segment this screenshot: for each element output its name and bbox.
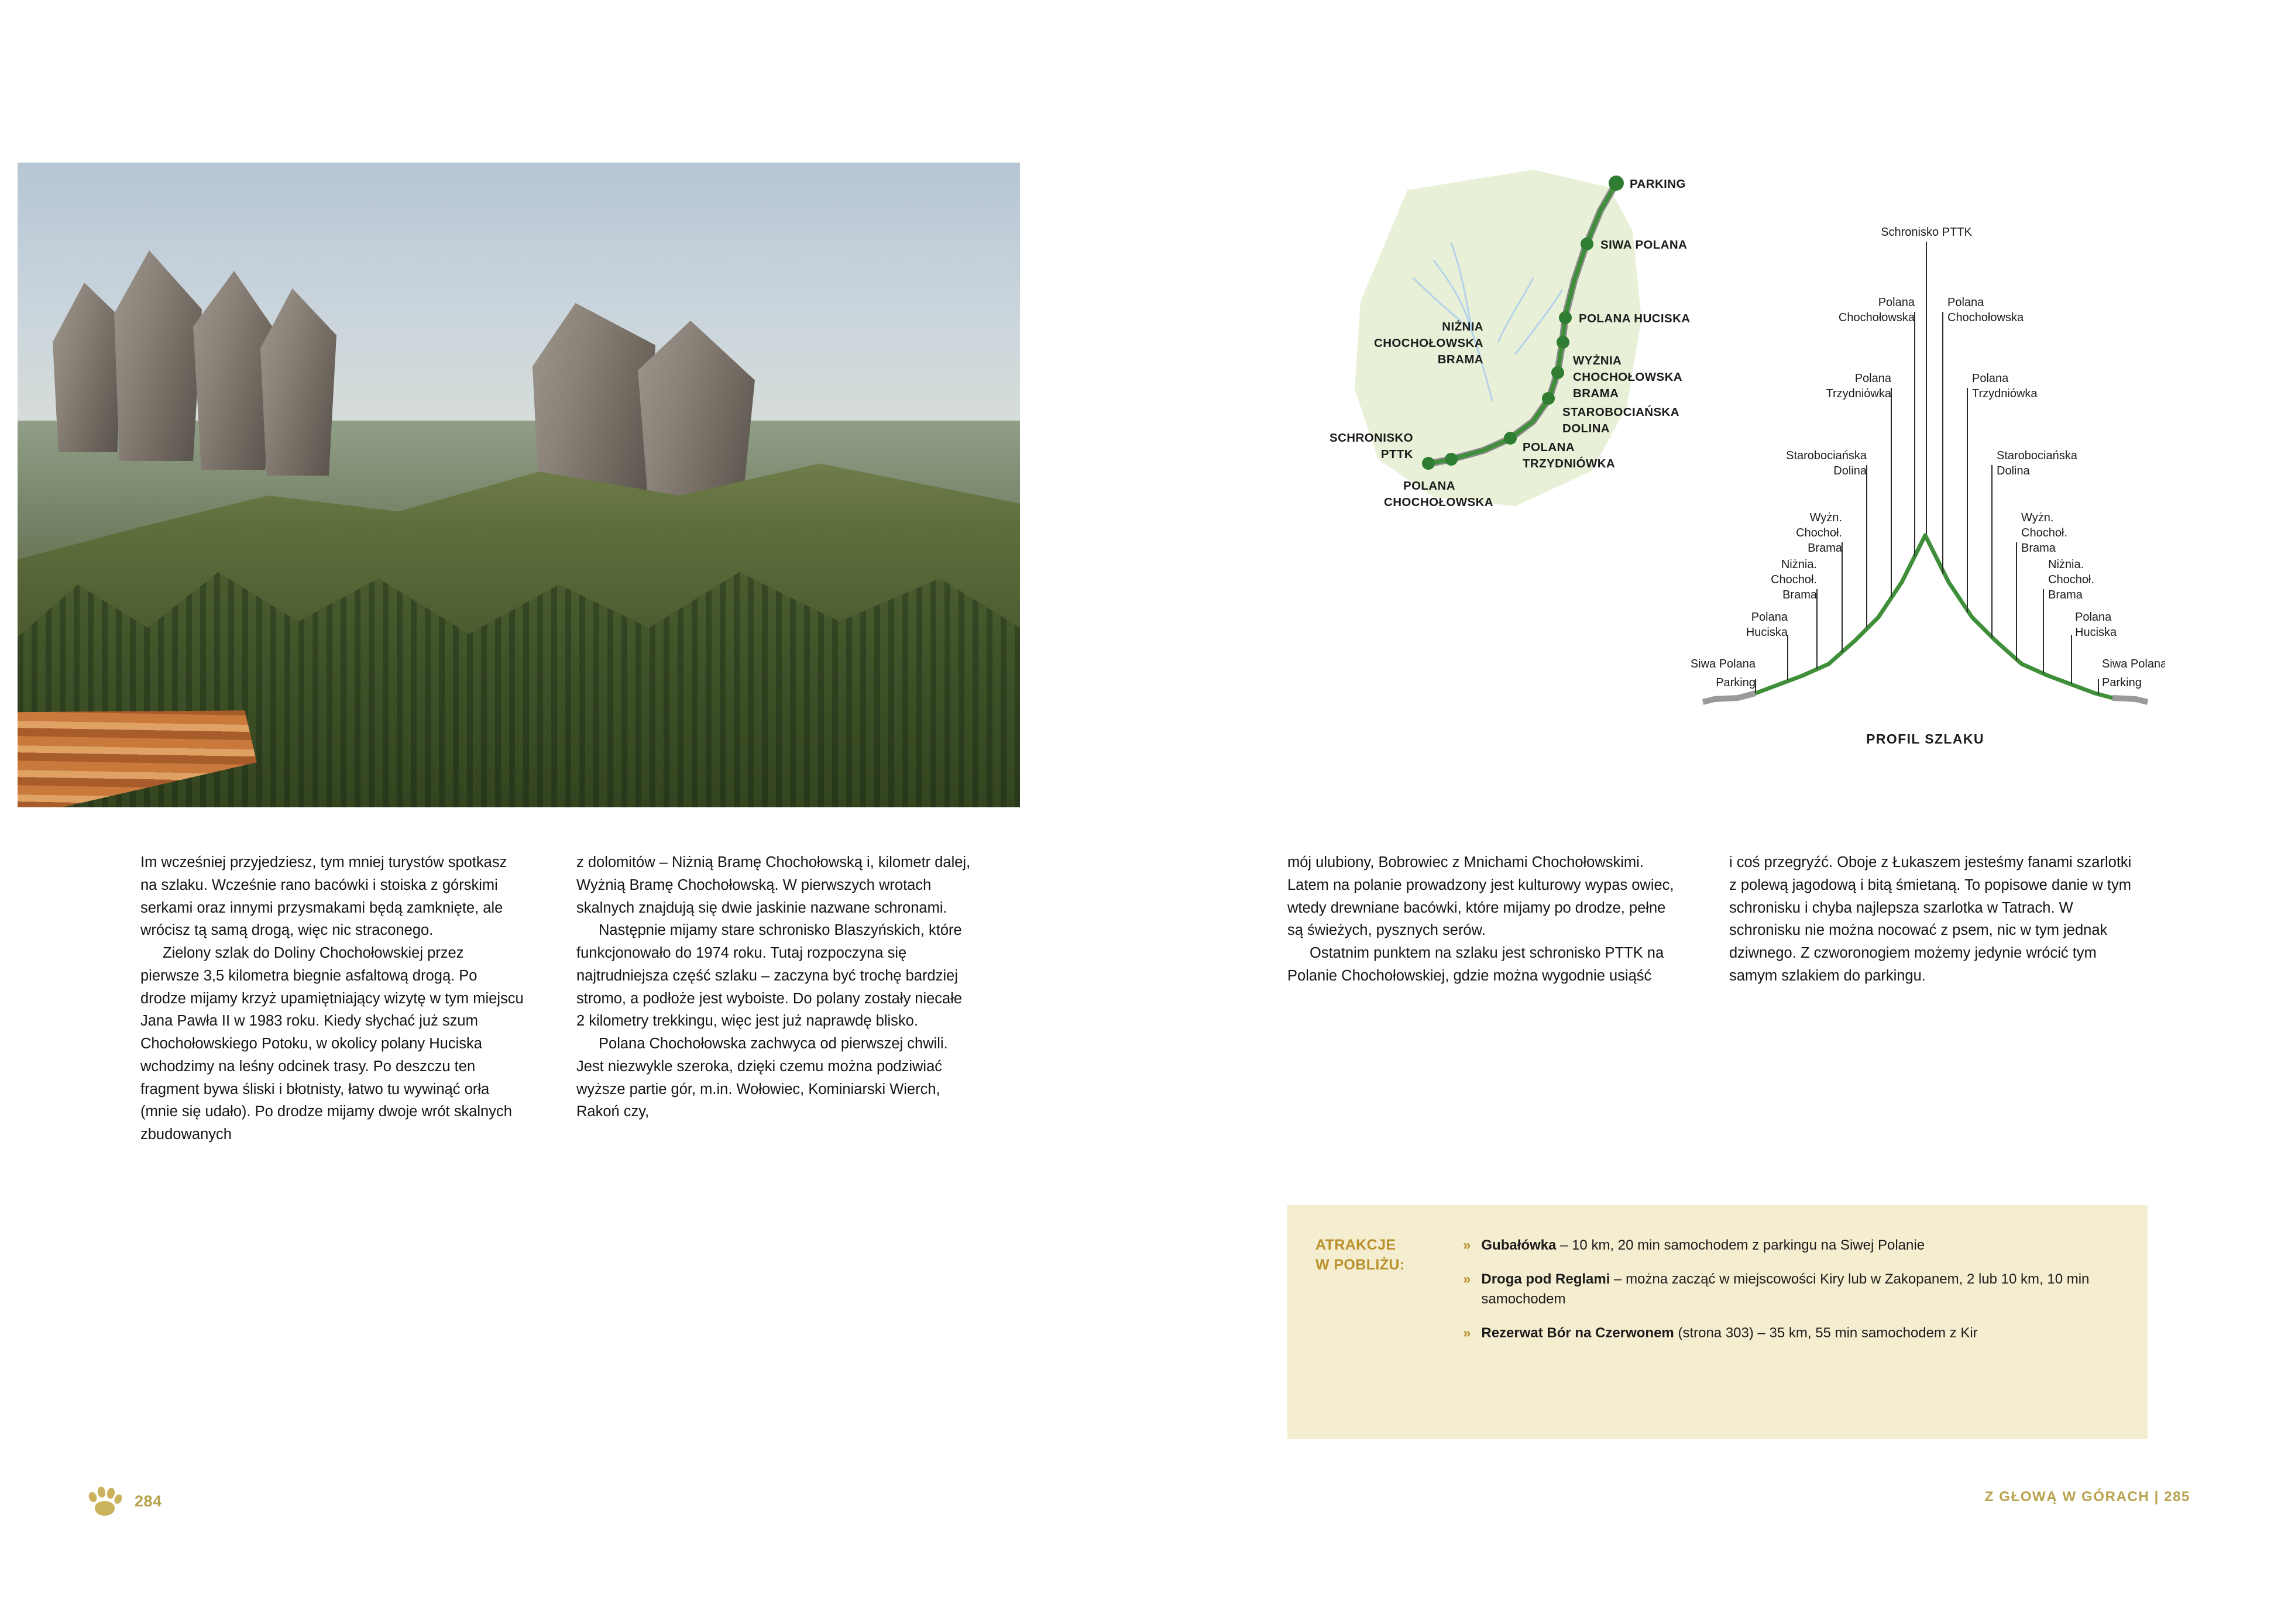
map-label-wyznia-brama-2: CHOCHOŁOWSKA (1573, 370, 1683, 384)
profile-label-niznia-1: Niżnia. (1781, 558, 1817, 571)
list-item (1463, 1323, 2124, 1343)
profile-label-trzydniowka-r2: Trzydniówka (1972, 387, 2038, 400)
profile-label-wyzn-r1: Wyżn. (2021, 511, 2054, 524)
profile-label-trzydniowka-r1: Polana (1972, 372, 2009, 385)
paragraph: Im wcześniej przyjedziesz, tym mniej turystów spotkasz na szlaku. Wcześnie rano bacówki i stoiska z górskimi serkami oraz innymi przysmakami będą zamknięte, ale wrócisz tą samą drogą, więc nic straconego. (140, 854, 507, 939)
right-page-folio: Z GŁOWĄ W GÓRACH | 285 (1984, 1489, 2190, 1505)
list-item (1463, 1269, 2124, 1309)
attraction-detail: (strona 303) – 35 km, 55 min samochodem z Kir (1674, 1325, 1978, 1341)
profile-label-wyzn-r2: Chochoł. (2021, 527, 2067, 539)
profile-label-huciska-r1: Polana (2075, 611, 2112, 624)
map-node-starobocianska-dolina (1542, 392, 1555, 405)
map-node-polana-huciska (1559, 311, 1572, 324)
profile-label-siwa-right: Siwa Polana (2102, 658, 2165, 670)
profile-label-huciska-1: Polana (1751, 611, 1788, 624)
profile-label-niznia-r2: Chochoł. (2048, 573, 2094, 586)
map-node-schronisko-pttk (1422, 457, 1435, 470)
attractions-heading (1315, 1236, 1450, 1275)
map-label-parking: PARKING (1630, 177, 1686, 191)
paragraph: mój ulubiony, Bobrowiec z Mnichami Chochołowskimi. Latem na polanie prowadzony jest kulturowy wypas owiec, wtedy drewniane bacówki, które mijamy po drodze, pełne są świeżych, pysznych serów. (1287, 854, 1674, 939)
chevron-right-icon: » (1463, 1237, 1471, 1253)
profile-label-chocholowska-1: Polana (1878, 296, 1915, 309)
paw-print-icon (88, 1486, 122, 1516)
trail-map (1258, 155, 1744, 775)
profile-label-starobocianska-r1: Starobociańska (1997, 449, 2077, 462)
paragraph: Następnie mijamy stare schronisko Blaszyńskich, które funkcjonowało do 1974 roku. Tutaj rozpoczyna się najtrudniejsza część szlaku – zaczyna być trochę bardziej stromo, a podłoże jest wyboiste. Do polany zostały niecałe 2 kilometry trekkingu, więc jest już naprawdę blisko. (576, 922, 963, 1030)
map-node-wyznia-brama (1551, 366, 1564, 379)
map-label-starobocianska-1: STAROBOCIAŃSKA (1562, 405, 1679, 419)
profile-label-starobocianska-1: Starobociańska (1786, 449, 1867, 462)
profile-label-starobocianska-r2: Dolina (1997, 465, 2030, 477)
left-column-2 (576, 851, 974, 1123)
attraction-name: Droga pod Reglami (1481, 1271, 1610, 1288)
map-label-niznia-brama-2: CHOCHOŁOWSKA (1373, 336, 1483, 350)
profile-label-starobocianska-2: Dolina (1833, 465, 1867, 477)
profile-label-wyzn-r3: Brama (2021, 542, 2056, 555)
profile-label-niznia-3: Brama (1782, 589, 1817, 601)
map-node-polana-chocholowska (1445, 453, 1458, 466)
attraction-detail: – 10 km, 20 min samochodem z parkingu na Siwej Polanie (1556, 1237, 1925, 1253)
attractions-heading-line1: ATRAKCJE (1315, 1237, 1396, 1253)
attraction-name: Rezerwat Bór na Czerwonem (1481, 1325, 1674, 1341)
profile-label-trzydniowka-2: Trzydniówka (1826, 387, 1891, 400)
map-label-wyznia-brama-3: BRAMA (1573, 387, 1619, 400)
map-label-schronisko-2: PTTK (1380, 448, 1413, 461)
elevation-profile-chart (1685, 155, 2165, 775)
right-column-2 (1729, 851, 2133, 988)
map-label-niznia-brama-1: NIŻNIA (1442, 320, 1483, 333)
profile-label-chocholowska-2: Chochołowska (1838, 311, 1915, 324)
profile-label-wyzn-1: Wyżn. (1809, 511, 1842, 524)
profile-label-niznia-r3: Brama (2048, 589, 2083, 601)
map-node-siwa-polana (1581, 238, 1593, 250)
profile-end-cap (2112, 698, 2148, 702)
map-label-starobocianska-2: DOLINA (1562, 422, 1610, 435)
profile-label-trzydniowka-1: Polana (1854, 372, 1891, 385)
mountain-photo (18, 163, 1020, 807)
map-node-parking (1609, 176, 1624, 191)
profile-label-parking-left: Parking (1716, 676, 1756, 689)
map-label-trzydniowka-1: POLANA (1523, 441, 1575, 454)
map-node-niznia-brama (1557, 336, 1569, 349)
attractions-heading-line2: W POBLIŻU: (1315, 1256, 1405, 1273)
profile-label-wyzn-2: Chochoł. (1796, 527, 1842, 539)
right-column-1 (1287, 851, 1685, 988)
profile-label-siwa-left: Siwa Polana (1690, 658, 1756, 670)
attractions-list (1463, 1236, 2124, 1357)
profile-label-huciska-r2: Huciska (2075, 626, 2117, 639)
profile-label-niznia-r1: Niżnia. (2048, 558, 2084, 571)
paragraph: Polana Chochołowska zachwyca od pierwszej chwili. Jest niezwykle szeroka, dzięki czemu można podziwiać wyższe partie gór, m.in. Wołowiec, Kominiarski Wierch, Rakoń czy, (576, 1035, 948, 1120)
profile-label-wyzn-3: Brama (1808, 542, 1842, 555)
profile-label-chocholowska-r1: Polana (1947, 296, 1984, 309)
paragraph: Ostatnim punktem na szlaku jest schronisko PTTK na Polanie Chochołowskiej, gdzie można wygodnie usiąść (1287, 945, 1664, 984)
map-label-siwa-polana: SIWA POLANA (1600, 238, 1688, 252)
attraction-text (1481, 1323, 1977, 1343)
profile-label-niznia-2: Chochoł. (1771, 573, 1817, 586)
paragraph: Zielony szlak do Doliny Chochołowskiej przez pierwsze 3,5 kilometra biegnie asfaltową drogą. Po drodze mijamy krzyż upamiętniający wizytę w tym miejscu Jana Pawła II w 1983 roku. Kiedy słychać już szum Chochołowskiego Potoku, w okolicy polany Huciska wchodzimy na leśny odcinek trasy. Po deszczu ten fragment bywa śliski i błotnisty, łatwo tu wywinąć orła (mnie się udało). Po drodze mijamy dwoje wrót skalnych zbudowanych (140, 945, 524, 1143)
map-node-polana-trzydniowka (1504, 432, 1517, 445)
profile-start-cap (1703, 693, 1756, 702)
list-item (1463, 1236, 2124, 1255)
profile-title: PROFIL SZLAKU (1866, 731, 1984, 746)
map-label-schronisko-1: SCHRONISKO (1330, 431, 1413, 445)
profile-label-huciska-2: Huciska (1746, 626, 1788, 639)
paragraph: i coś przegryźć. Oboje z Łukaszem jesteśmy fanami szarlotki z polewą jagodową i bitą śmietaną. To popisowe danie w tym schronisku i chyba najlepsza szarlotka w Tatrach. W schronisku nie można nocować z psem, nic w tym jednak dziwnego. Z czworonogiem możemy jedynie wrócić tym samym szlakiem do parkingu. (1729, 854, 2132, 984)
left-column-1 (140, 851, 527, 1146)
chevron-right-icon: » (1463, 1271, 1471, 1288)
map-label-wyznia-brama-1: WYŻNIA (1573, 354, 1622, 367)
map-label-niznia-brama-3: BRAMA (1437, 353, 1483, 366)
attraction-name: Gubałówka (1481, 1237, 1557, 1253)
map-label-chocholowska-1: POLANA (1403, 479, 1455, 493)
attraction-text (1481, 1269, 2124, 1309)
profile-label-schronisko: Schronisko PTTK (1881, 226, 1972, 239)
map-label-chocholowska-2: CHOCHOŁOWSKA (1384, 496, 1494, 509)
map-label-polana-huciska: POLANA HUCISKA (1579, 312, 1691, 325)
attraction-text (1481, 1236, 1925, 1255)
nearby-attractions-box (1287, 1205, 2148, 1439)
attraction-detail: – można zacząć w miejscowości Kiry lub w Zakopanem, 2 lub 10 km, 10 min samochodem (1481, 1271, 2090, 1308)
profile-label-chocholowska-r2: Chochołowska (1947, 311, 2024, 324)
page-number: 284 (135, 1492, 162, 1510)
profile-label-parking-right: Parking (2102, 676, 2142, 689)
left-page-folio (88, 1486, 162, 1516)
paragraph: z dolomitów – Niżnią Bramę Chochołowską i, kilometr dalej, Wyżnią Bramę Chochołowską. W pierwszych wrotach skalnych znajdują się dwie jaskinie nazwane schronami. (576, 854, 971, 916)
map-label-trzydniowka-2: TRZYDNIÓWKA (1523, 457, 1616, 470)
chevron-right-icon: » (1463, 1325, 1471, 1341)
